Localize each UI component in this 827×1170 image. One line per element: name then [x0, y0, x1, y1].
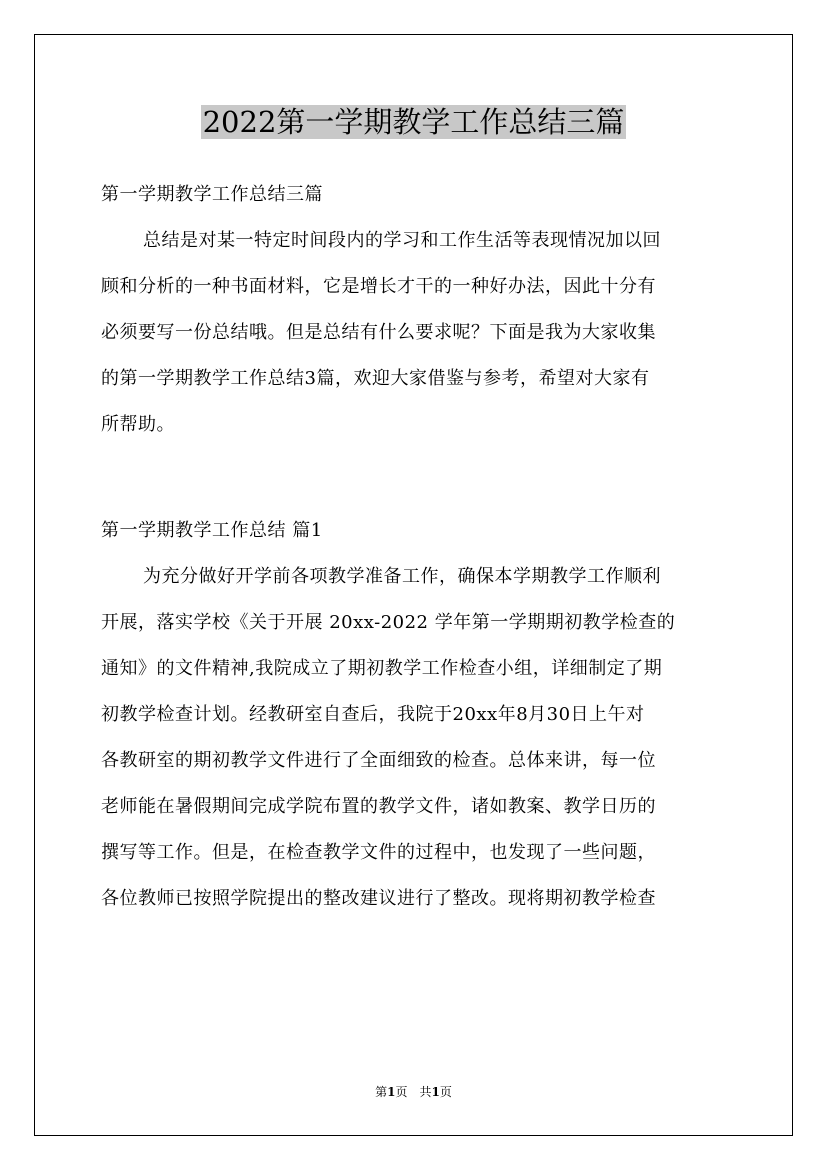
section-heading: 第一学期教学工作总结 篇1 — [101, 520, 323, 541]
intro-line: 的第一学期教学工作总结3篇，欢迎大家借鉴与参考，希望对大家有 — [101, 368, 650, 389]
document-title-text: 2022第一学期教学工作总结三篇 — [202, 105, 625, 139]
intro-line: 所帮助。 — [101, 414, 175, 435]
section-line: 通知》的文件精神,我院成立了期初教学工作检查小组，详细制定了期 — [101, 658, 663, 679]
footer-total-pages: 1 — [431, 1085, 440, 1099]
intro-line: 必须要写一份总结哦。但是总结有什么要求呢？下面是我为大家收集 — [101, 322, 656, 343]
section-line: 各教研室的期初教学文件进行了全面细致的检查。总体来讲，每一位 — [101, 750, 656, 771]
footer-middle: 页 共 — [395, 1085, 432, 1099]
section-line: 撰写等工作。但是，在检查教学文件的过程中，也发现了一些问题， — [101, 842, 656, 863]
section-line: 初教学检查计划。经教研室自查后，我院于20xx年8月30日上午对 — [101, 704, 645, 725]
page-footer — [0, 1082, 827, 1102]
footer-page-number: 1 — [387, 1085, 396, 1099]
document-title — [0, 102, 827, 142]
section-line: 为充分做好开学前各项教学准备工作，确保本学期教学工作顺利 — [143, 566, 661, 587]
document-body — [101, 172, 727, 922]
intro-line: 顾和分析的一种书面材料，它是增长才干的一种好办法，因此十分有 — [101, 276, 656, 297]
section-line: 各位教师已按照学院提出的整改建议进行了整改。现将期初教学检查 — [101, 888, 656, 909]
section-line: 老师能在暑假期间完成学院布置的教学文件，诸如教案、教学日历的 — [101, 796, 656, 817]
footer-prefix: 第 — [375, 1085, 388, 1099]
subtitle: 第一学期教学工作总结三篇 — [101, 184, 323, 205]
paragraph-gap — [101, 448, 727, 508]
intro-line: 总结是对某一特定时间段内的学习和工作生活等表现情况加以回 — [143, 230, 661, 251]
footer-suffix: 页 — [439, 1085, 452, 1099]
section-line: 开展，落实学校《关于开展 20xx-2022 学年第一学期期初教学检查的 — [101, 612, 676, 633]
